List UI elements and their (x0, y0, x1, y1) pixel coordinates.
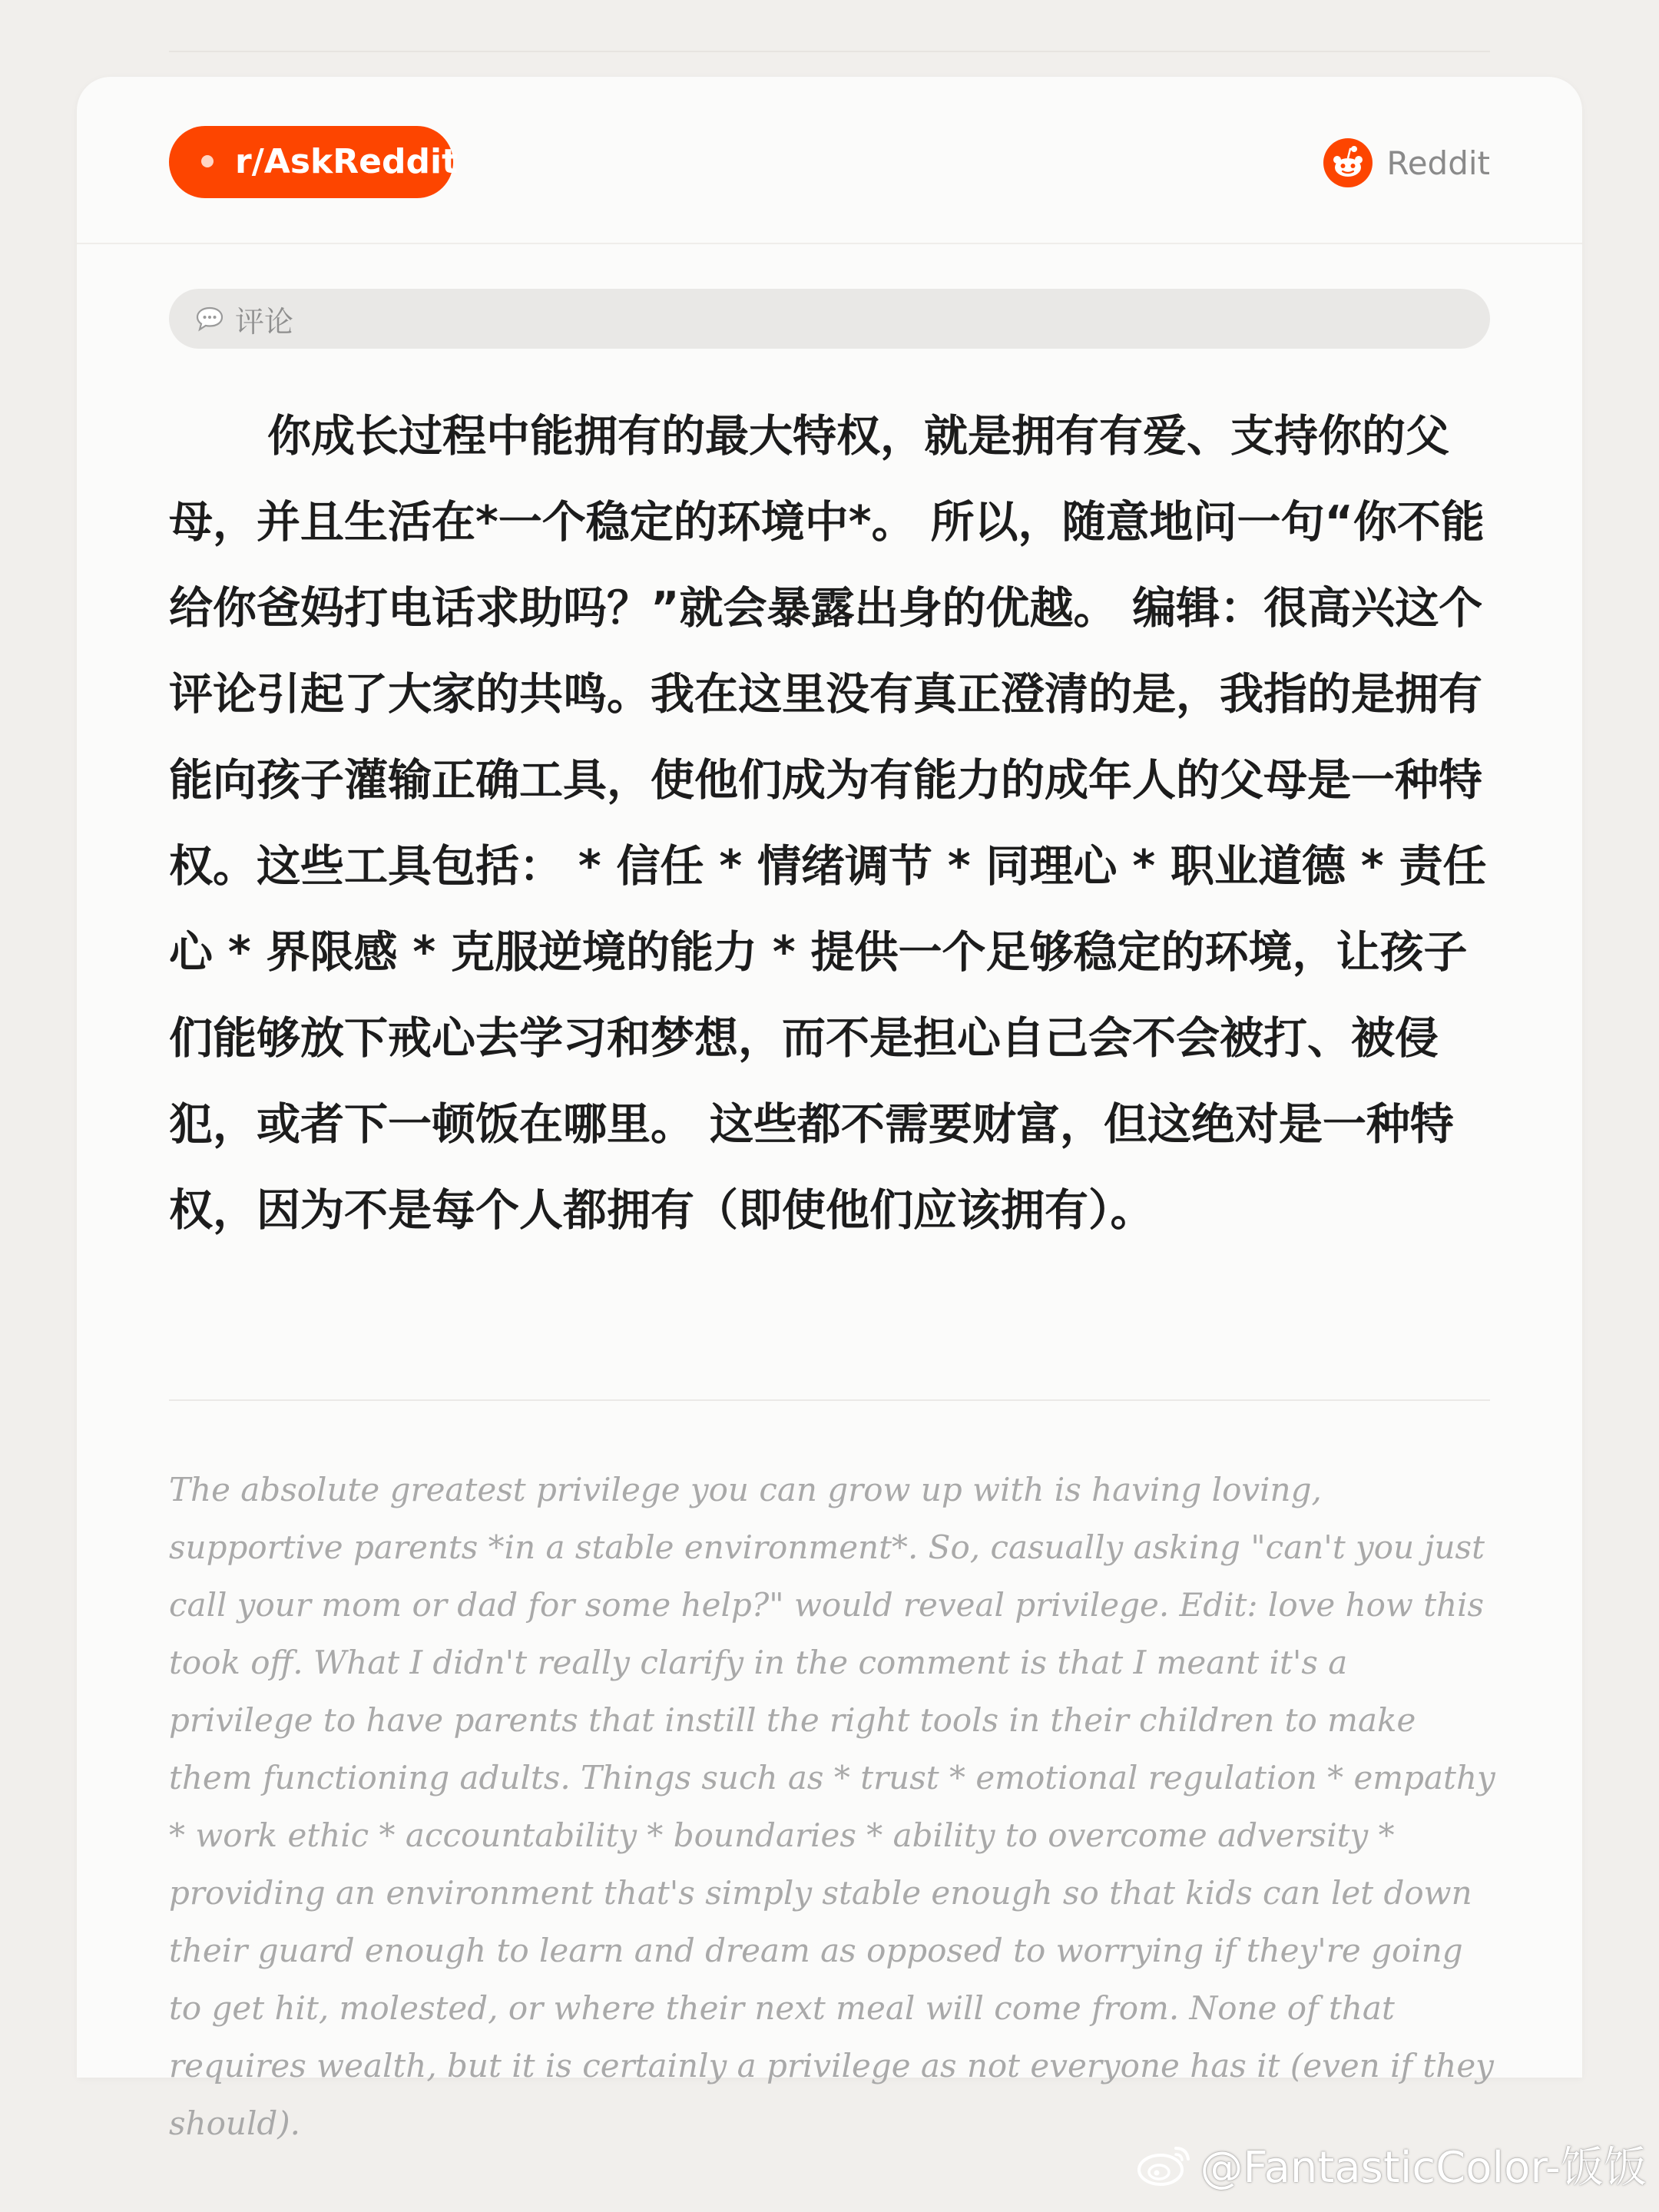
card-header (77, 77, 1582, 244)
top-divider (169, 51, 1490, 52)
watermark-text: @FantasticColor-饭饭 (1200, 2143, 1647, 2193)
comment-translation: 你成长过程中能拥有的最大特权，就是拥有有爱、支持你的父母，并且生活在*一个稳定的环境中*。 所以，随意地问一句“你不能给你爸妈打电话求助吗？”就会暴露出身的优越。 编辑：很高兴这个评论引起了大家的共鸣。我在这里没有真正澄清的是，我指的是拥有能向孩子灌输正确工具，使他们成为有能力的成年人的父母是一种特权。这些工具包括： * 信任 * 情绪调节 * 同理心 * 职业道德 * 责任心 * 界限感 * 克服逆境的能力 * 提供一个足够稳定的环境，让孩子们能够放下戒心去学习和梦想，而不是担心自己会不会被打、被侵犯，或者下一顿饭在哪里。 这些都不需要财富，但这绝对是一种特权，因为不是每个人都拥有（即使他们应该拥有）。 (169, 411, 1487, 1236)
speech-bubble-icon (195, 306, 224, 332)
section-label-bar (169, 289, 1490, 349)
weibo-icon (1136, 2141, 1194, 2188)
watermark (1136, 2134, 1647, 2195)
section-label: 评论 (235, 304, 294, 339)
content-divider (169, 1399, 1490, 1401)
brand (1323, 137, 1490, 189)
subreddit-badge[interactable] (169, 126, 459, 198)
comment-original: The absolute greatest privilege you can grow up with is having loving, supportive parents *in a stable environment*. So, casually asking "can't you just call your mom or dad for some help?" would reveal privilege. Edit: love how this took off. What I didn't really clarify in the comment is that I meant it's a privilege to have parents that instill the right tools in their children to make them functioning adults. Things such as * trust * emotional regulation * empathy * work ethic * accountability * boundaries * ability to overcome adversity * providing an environment that's simply stable enough so that kids can let down their guard enough to learn and dream as opposed to worrying if they're going to get hit, molested, or where their next meal will come from. None of that requires wealth, but it is certainly a privilege as not everyone has it (even if they should). (169, 1471, 1495, 2142)
brand-label: Reddit (1386, 144, 1490, 182)
subreddit-label: r/AskReddit (235, 142, 459, 181)
subreddit-dot (201, 155, 214, 167)
reddit-icon (1323, 138, 1373, 187)
post-card (77, 77, 1582, 2142)
